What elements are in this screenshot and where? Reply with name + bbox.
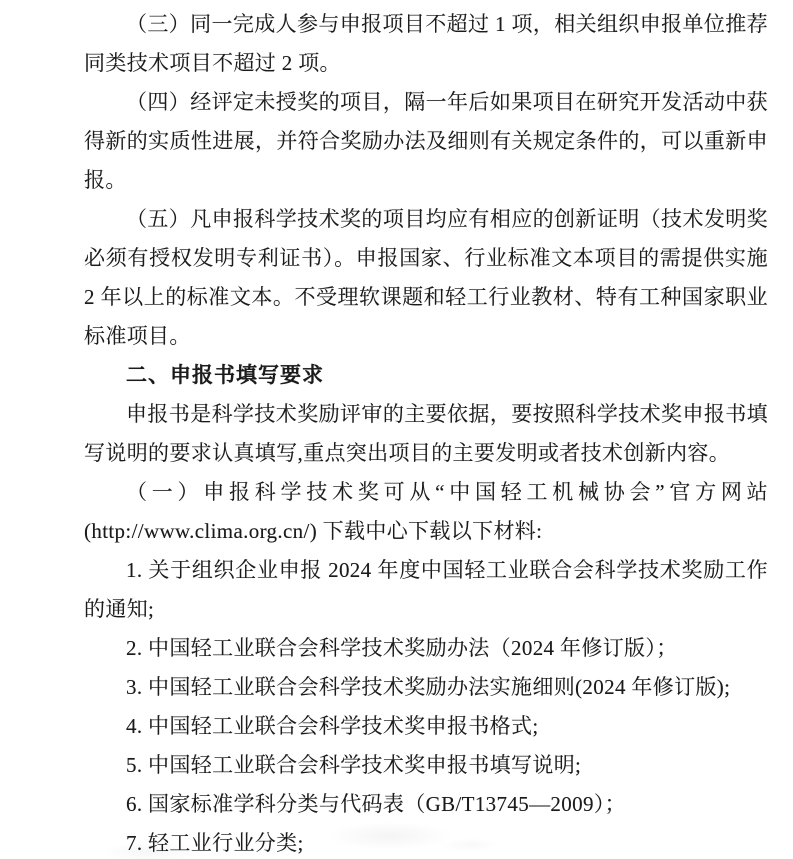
list-item: 3. 中国轻工业联合会科学技术奖励办法实施细则(2024 年修订版);	[126, 675, 731, 699]
list-item: 6. 国家标准学科分类与代码表（GB/T13745—2009）；	[126, 792, 627, 816]
paragraph: （五）凡申报科学技术奖的项目均应有相应的创新证明（技术发明奖必须有授权发明专利证书）。申报国家、行业标准文本项目的需提供实施 2 年以上的标准文本。不受理软课题和轻工行业教材、特有工种国家职业标准项目。	[84, 207, 768, 348]
section-heading: 二、申报书填写要求	[126, 364, 324, 387]
list-item: 4. 中国轻工业联合会科学技术奖申报书格式;	[126, 714, 539, 738]
paragraph: （四）经评定未授奖的项目，隔一年后如果项目在研究开发活动中获得新的实质性进展，并符合奖励办法及细则有关规定条件的，可以重新申报。	[84, 90, 768, 192]
list-item: 1. 关于组织企业申报 2024 年度中国轻工业联合会科学技术奖励工作的通知;	[84, 558, 768, 621]
paragraph: （一）申报科学技术奖可从“中国轻工机械协会”官方网站 (http://www.clima.org.cn/) 下载中心下载以下材料:	[84, 480, 768, 543]
paragraph: 申报书是科学技术奖励评审的主要依据，要按照科学技术奖申报书填写说明的要求认真填写,重点突出项目的主要发明或者技术创新内容。	[84, 402, 768, 465]
document-body	[84, 5, 768, 859]
list-item: 5. 中国轻工业联合会科学技术奖申报书填写说明;	[126, 753, 582, 777]
list-item: 7. 轻工业行业分类;	[126, 831, 304, 855]
paragraph: （三）同一完成人参与申报项目不超过 1 项，相关组织申报单位推荐同类技术项目不超过 2 项。	[84, 12, 768, 75]
list-item: 2. 中国轻工业联合会科学技术奖励办法（2024 年修订版）；	[126, 636, 678, 660]
